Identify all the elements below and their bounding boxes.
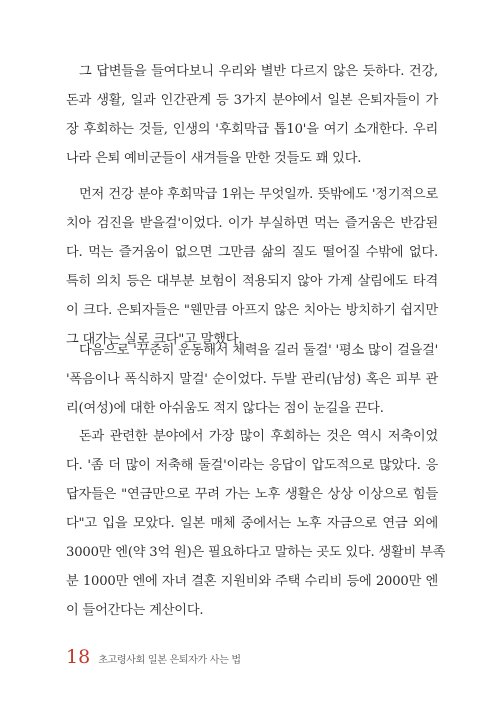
paragraph-1 <box>66 57 438 173</box>
text-line: 다음으로 '꾸준히 운동해서 체력을 길러 둘걸' '평소 많이 걸을걸' <box>79 343 439 358</box>
text-line: 특히 의치 등은 대부분 보험이 적용되지 않아 가계 살림에도 타격 <box>66 274 438 289</box>
text-line: 나라 은퇴 예비군들이 새겨들을 만한 것들도 꽤 있다. <box>66 151 362 166</box>
text-line: 그 대가는 실로 크다"고 말했다. <box>66 332 243 347</box>
text-line: 장 후회하는 것들, 인생의 '후회막급 톱10'을 여기 소개한다. 우리 <box>66 122 438 137</box>
text-line: 치아 검진을 받을걸'이었다. 이가 부실하면 먹는 즐거움은 반감된 <box>66 216 438 231</box>
text-line: 다. '좀 더 많이 저축해 둘걸'이라는 응답이 압도적으로 많았다. 응 <box>66 458 438 473</box>
text-line: 그 답변들을 들여다보니 우리와 별반 다르지 않은 듯하다. 건강, <box>79 64 438 79</box>
text-line: 이 크다. 은퇴자들은 "웬만큼 아프지 않은 치아는 방치하기 쉽지만 <box>66 303 438 318</box>
text-line: 먼저 건강 분야 후회막급 1위는 무엇일까. 뜻밖에도 '정기적으로 <box>79 187 438 202</box>
page-footer <box>66 646 241 668</box>
text-line: 다"고 입을 모았다. 일본 매체 중에서는 노후 자금으로 연금 외에 <box>66 516 438 531</box>
text-line: 3000만 엔(약 3억 원)은 필요하다고 말하는 곳도 있다. 생활비 부족 <box>66 545 446 560</box>
text-line: 돈과 생활, 일과 인간관계 등 3가지 분야에서 일본 은퇴자들이 가 <box>66 93 438 108</box>
paragraph-2 <box>66 180 438 354</box>
paragraph-3 <box>66 336 438 423</box>
text-line: 돈과 관련한 분야에서 가장 많이 후회하는 것은 역시 저축이었 <box>79 429 438 444</box>
text-line: 리(여성)에 대한 아쉬움도 적지 않다는 점이 눈길을 끈다. <box>66 401 384 416</box>
text-line: '폭음이나 폭식하지 말걸' 순이었다. 두발 관리(남성) 혹은 피부 관 <box>66 372 438 387</box>
running-title: 초고령사회 일본 은퇴자가 사는 법 <box>98 655 241 666</box>
paragraph-4 <box>66 422 446 625</box>
text-line: 이 들어간다는 계산이다. <box>66 603 204 618</box>
text-line: 답자들은 "연금만으로 꾸려 가는 노후 생활은 상상 이상으로 힘들 <box>66 487 438 502</box>
text-line: 다. 먹는 즐거움이 없으면 그만큼 삶의 질도 떨어질 수밖에 없다. <box>66 245 438 260</box>
page-number: 18 <box>66 646 91 668</box>
text-line: 분 1000만 엔에 자녀 결혼 지원비와 주택 수리비 등에 2000만 엔 <box>66 574 438 589</box>
